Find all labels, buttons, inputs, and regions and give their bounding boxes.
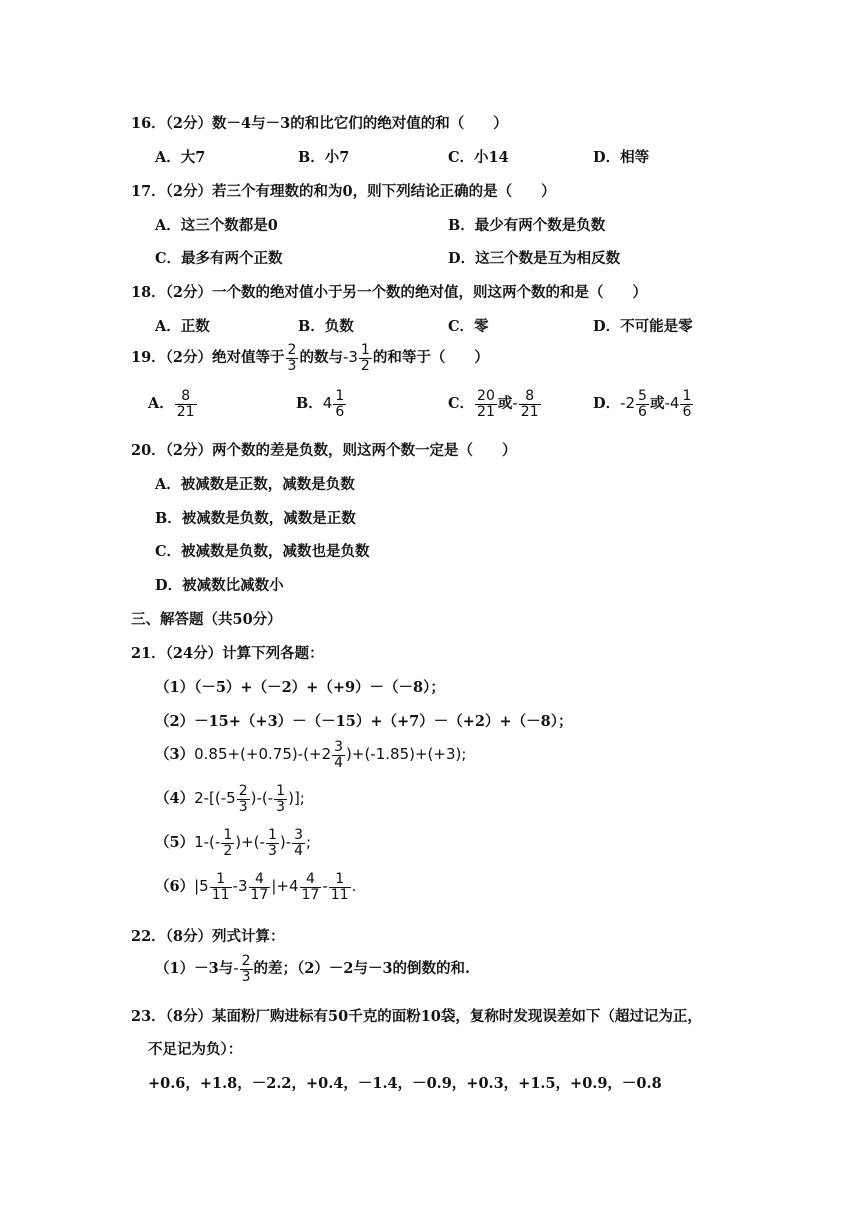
- q21-part-6: （6）|5 $\frac{1}{11}$ -3 $\frac{4}{17}$ |+4 $\frac{4}{17}$ - $\frac{1}{11}$ .: [155, 871, 357, 903]
- question-20-stem: 20．（2分）两个数的差是负数，则这两个数一定是（ ）: [131, 442, 517, 459]
- q16-option-d: D．相等: [593, 149, 650, 166]
- q17-option-a: A．这三个数都是0: [155, 217, 278, 234]
- question-21-stem: 21．（24分）计算下列各题：: [131, 645, 324, 662]
- q18-option-d: D．不可能是零: [593, 318, 693, 335]
- q20-option-d: D．被减数比减数小: [155, 577, 284, 594]
- fraction-two-thirds: $\frac{2}{3}$: [287, 342, 297, 374]
- q19-option-b: B．4 $\frac{1}{6}$: [296, 388, 345, 420]
- q22-parts: （1）－3与- $\frac{2}{3}$ 的差；（2）－2与－3的倒数的和.: [155, 953, 471, 985]
- q21-part-1: （1）（－5）+（－2）+（+9）－（－8）；: [155, 679, 445, 696]
- question-23-stem-line-2: 不足记为负）：: [148, 1041, 243, 1058]
- q20-option-b: B．被减数是负数，减数是正数: [155, 510, 356, 527]
- q21-part-2: （2）－15+（+3）－（－15）+（+7）－（+2）+（－8）；: [155, 713, 573, 730]
- q18-option-b: B．负数: [298, 318, 354, 335]
- q19-option-a: A． $\frac{8}{21}$: [148, 388, 195, 420]
- fraction-one-half: $\frac{1}{2}$: [360, 342, 370, 374]
- q19-prefix: 19．（2分）绝对值等于: [131, 349, 285, 367]
- question-22-stem: 22．（8分）列式计算：: [131, 928, 285, 945]
- q21-part-5: （5）1-(- $\frac{1}{2}$ )+(- $\frac{1}{3}$ )- $\frac{3}{4}$ ;: [155, 827, 312, 859]
- q18-option-a: A．正数: [155, 318, 210, 335]
- q20-option-a: A．被减数是正数，减数是负数: [155, 476, 355, 493]
- q20-option-c: C．被减数是负数，减数也是负数: [155, 543, 370, 560]
- q19-option-c: C． $\frac{20}{21}$ 或- $\frac{8}{21}$: [448, 388, 539, 420]
- q19-middle: 的数与: [299, 349, 343, 367]
- q21-part-3: （3）0.85+(+0.75)-(+2 $\frac{3}{4}$ )+(-1.85)+(+3);: [155, 739, 467, 771]
- q16-option-b: B．小7: [298, 149, 350, 166]
- question-18-stem: 18．（2分）一个数的绝对值小于另一个数的绝对值，则这两个数的和是（ ）: [131, 284, 648, 301]
- q18-option-c: C．零: [448, 318, 489, 335]
- q19-option-d: D．-2 $\frac{5}{6}$ 或-4 $\frac{1}{6}$: [593, 388, 692, 420]
- question-16-stem: 16．（2分）数－4与－3的和比它们的绝对值的和（ ）: [131, 115, 508, 132]
- q17-option-b: B．最少有两个数是负数: [448, 217, 606, 234]
- q19-suffix: 的和等于（ ）: [372, 349, 489, 367]
- question-23-stem-line-1: 23．（8分）某面粉厂购进标有50千克的面粉10袋，复称时发现误差如下（超过记为正，: [131, 1008, 702, 1025]
- question-17-stem: 17．（2分）若三个有理数的和为0，则下列结论正确的是（ ）: [131, 183, 556, 200]
- q16-option-c: C．小14: [448, 149, 509, 166]
- section-3-title: 三、解答题（共50分）: [131, 611, 282, 628]
- q21-part-4: （4）2-[(-5 $\frac{2}{3}$ )-(- $\frac{1}{3}$ )];: [155, 783, 305, 815]
- q17-option-d: D．这三个数是互为相反数: [448, 250, 621, 267]
- q16-option-a: A．大7: [155, 149, 206, 166]
- question-19-stem: 19．（2分）绝对值等于 $\frac{2}{3}$ 的数与-3 $\frac{1}{2}$ 的和等于（ ）: [131, 342, 489, 374]
- question-23-data: +0.6，+1.8，－2.2，+0.4，－1.4，－0.9，+0.3，+1.5，+0.9，－0.8: [148, 1075, 662, 1092]
- q17-option-c: C．最多有两个正数: [155, 250, 283, 267]
